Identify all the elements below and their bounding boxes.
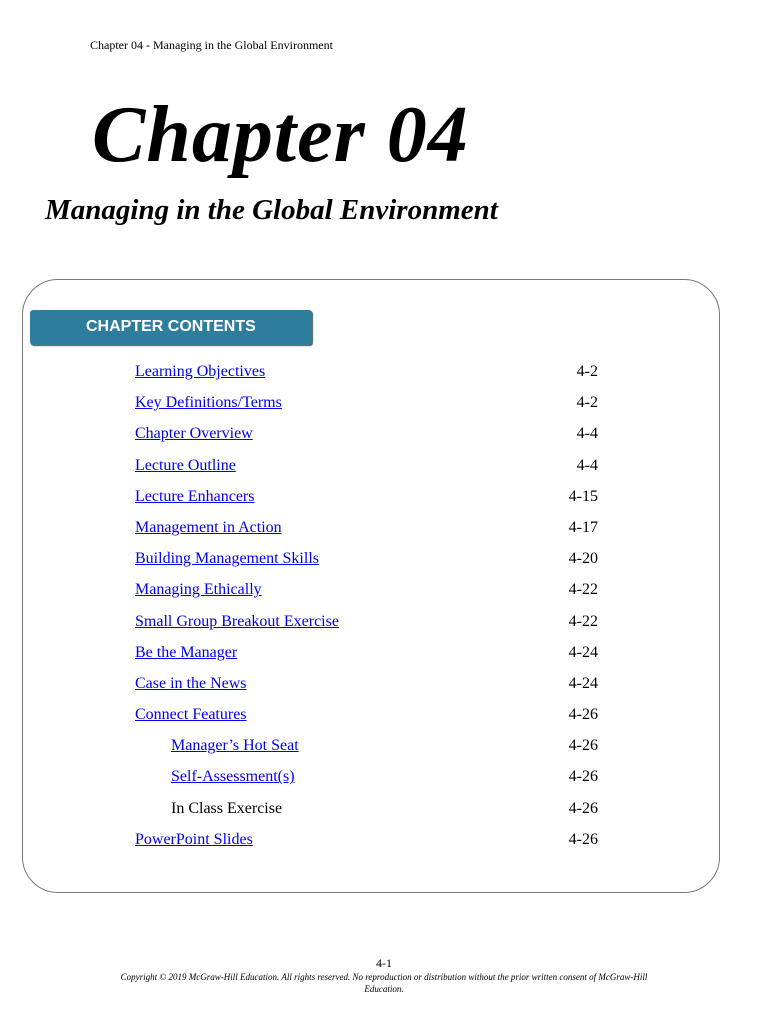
toc-row-lecture-enhancers <box>0 485 768 516</box>
toc-page-number: 4-26 <box>568 706 598 724</box>
toc-page-number: 4-24 <box>568 643 598 661</box>
toc-link-be-the-manager[interactable]: Be the Manager <box>135 643 238 661</box>
toc-link-self-assessment[interactable]: Self-Assessment(s) <box>171 768 295 786</box>
toc-row-building-management-skills <box>0 547 768 578</box>
toc-page-number: 4-22 <box>568 612 598 630</box>
running-header: Chapter 04 - Managing in the Global Environment <box>90 38 333 52</box>
toc-row-in-class-exercise <box>0 797 768 828</box>
toc-label-in-class-exercise: In Class Exercise <box>171 799 283 817</box>
toc-row-managing-ethically <box>0 578 768 609</box>
toc-link-lecture-outline[interactable]: Lecture Outline <box>135 456 236 474</box>
toc-link-managing-ethically[interactable]: Managing Ethically <box>135 581 262 599</box>
toc-page-number: 4-26 <box>568 737 598 755</box>
toc-link-key-definitions[interactable]: Key Definitions/Terms <box>135 394 282 412</box>
toc-link-building-management-skills[interactable]: Building Management Skills <box>135 550 319 568</box>
toc-row-managers-hot-seat <box>0 734 768 765</box>
toc-row-lecture-outline <box>0 454 768 485</box>
toc-row-self-assessment <box>0 765 768 796</box>
toc-link-powerpoint-slides[interactable]: PowerPoint Slides <box>135 830 253 848</box>
contents-heading: CHAPTER CONTENTS <box>30 310 312 345</box>
toc-link-management-in-action[interactable]: Management in Action <box>135 518 282 536</box>
toc-page-number: 4-15 <box>568 487 598 505</box>
toc-link-case-in-the-news[interactable]: Case in the News <box>135 674 247 692</box>
toc-link-connect-features[interactable]: Connect Features <box>135 706 247 724</box>
page-number: 4-1 <box>376 956 392 970</box>
toc-page-number: 4-4 <box>576 425 598 443</box>
toc-row-small-group-breakout <box>0 610 768 641</box>
toc-row-key-definitions <box>0 391 768 422</box>
toc-page-number: 4-22 <box>568 581 598 599</box>
toc-row-powerpoint-slides <box>0 828 768 859</box>
toc-row-connect-features <box>0 703 768 734</box>
toc-link-chapter-overview[interactable]: Chapter Overview <box>135 425 253 443</box>
chapter-title: Chapter 04 <box>92 91 469 179</box>
toc-row-be-the-manager <box>0 641 768 672</box>
toc-link-small-group-breakout[interactable]: Small Group Breakout Exercise <box>135 612 339 630</box>
toc-page-number: 4-17 <box>568 518 598 536</box>
toc-row-case-in-the-news <box>0 672 768 703</box>
toc-row-learning-objectives <box>0 360 768 391</box>
toc-link-managers-hot-seat[interactable]: Manager’s Hot Seat <box>171 737 299 755</box>
toc-row-chapter-overview <box>0 422 768 453</box>
toc-row-management-in-action <box>0 516 768 547</box>
toc-page-number: 4-2 <box>576 394 598 412</box>
toc-link-learning-objectives[interactable]: Learning Objectives <box>135 363 266 380</box>
chapter-subtitle: Managing in the Global Environment <box>45 194 498 226</box>
toc-page-number: 4-20 <box>568 550 598 568</box>
toc-page-number: 4-4 <box>576 456 598 474</box>
copyright-notice: Copyright © 2019 McGraw-Hill Education. All rights reserved. No reproduction or distribution without the prior written consent of McGraw-Hill Education. <box>120 972 648 994</box>
toc-page-number: 4-24 <box>568 674 598 692</box>
toc-page-number: 4-26 <box>568 768 598 786</box>
toc-link-lecture-enhancers[interactable]: Lecture Enhancers <box>135 487 255 505</box>
toc-page-number: 4-26 <box>568 799 598 817</box>
toc-page-number: 4-2 <box>576 363 598 380</box>
table-of-contents <box>0 360 768 859</box>
toc-page-number: 4-26 <box>568 830 598 848</box>
